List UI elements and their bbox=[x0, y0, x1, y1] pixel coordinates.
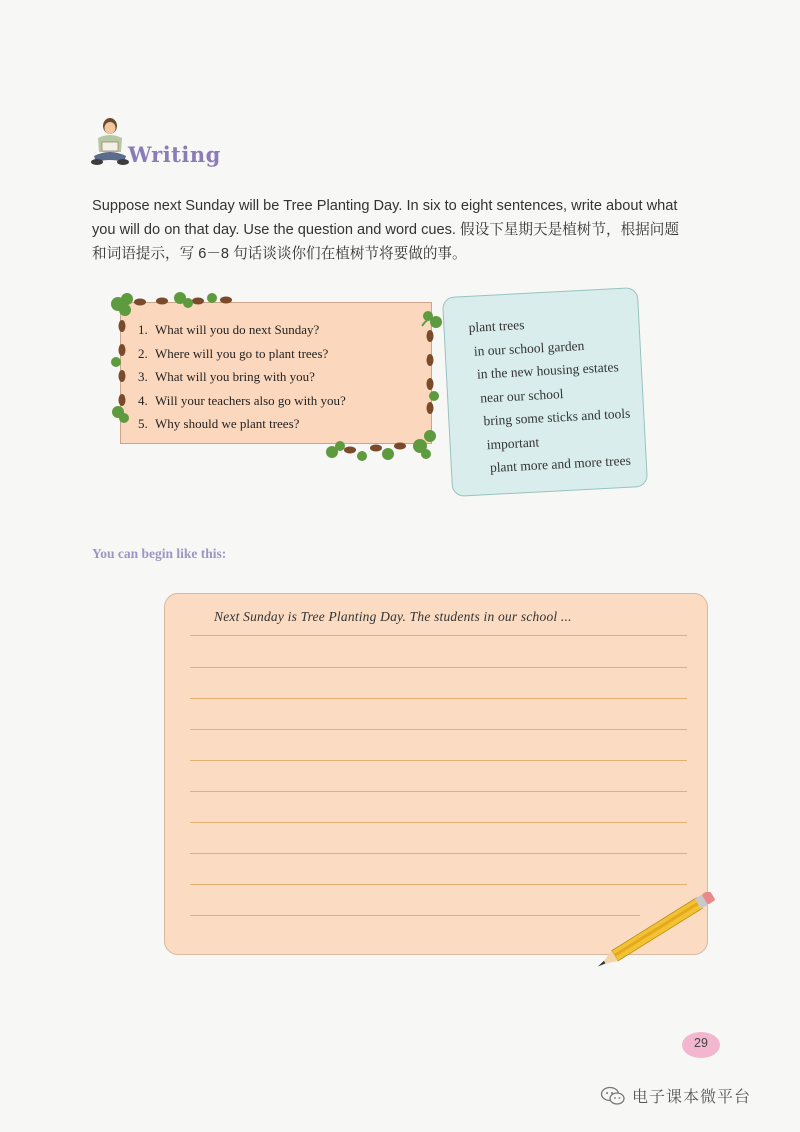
question-number: 4. bbox=[138, 392, 148, 408]
word-cue: plant more and more trees bbox=[489, 452, 632, 476]
word-cue: in our school garden bbox=[473, 337, 585, 359]
watermark-text: 电子课本微平台 bbox=[632, 1087, 752, 1106]
writing-starter: Next Sunday is Tree Planting Day. The students in our school ... bbox=[214, 609, 572, 624]
question-text: Will your teachers also go with you? bbox=[155, 392, 346, 408]
question-number: 3. bbox=[138, 369, 148, 384]
begin-hint: You can begin like this: bbox=[92, 546, 227, 561]
question-number: 2. bbox=[138, 345, 148, 361]
page-number: 29 bbox=[694, 1036, 708, 1050]
instructions-line: 和词语提示，写 6－8 句话谈谈你们在植树节将要做的事。 bbox=[92, 246, 467, 262]
questions-list bbox=[138, 318, 428, 436]
question-item bbox=[138, 342, 428, 366]
ruled-line bbox=[190, 635, 687, 636]
question-item bbox=[138, 318, 428, 342]
ruled-line bbox=[190, 760, 687, 761]
watermark bbox=[600, 1084, 751, 1107]
question-number: 5. bbox=[138, 416, 148, 431]
ruled-line bbox=[190, 729, 687, 730]
reading-boy-icon bbox=[88, 116, 132, 168]
ruled-line bbox=[190, 822, 687, 823]
ruled-line bbox=[190, 791, 687, 792]
instructions-line: you will do on that day. Use the question and word cues. 假设下星期天是植树节，根据问题 bbox=[92, 222, 679, 238]
ruled-line bbox=[190, 915, 640, 916]
word-cue: plant trees bbox=[468, 317, 525, 335]
question-item bbox=[138, 365, 428, 389]
wechat-icon bbox=[600, 1086, 626, 1106]
word-cue: bring some sticks and tools bbox=[483, 405, 631, 429]
word-cue: in the new housing estates bbox=[476, 359, 619, 382]
question-item bbox=[138, 412, 428, 436]
ruled-line bbox=[190, 667, 687, 668]
question-text: What will you do next Sunday? bbox=[155, 322, 320, 337]
question-number: 1. bbox=[138, 322, 148, 337]
question-text: Why should we plant trees? bbox=[155, 416, 300, 431]
ruled-line bbox=[190, 884, 687, 885]
instructions-line: Suppose next Sunday will be Tree Planting Day. In six to eight sentences, write about what bbox=[92, 198, 678, 214]
word-cues-list bbox=[468, 308, 633, 480]
pencil-icon bbox=[578, 892, 728, 972]
question-item bbox=[138, 389, 428, 413]
question-text: Where will you go to plant trees? bbox=[155, 345, 329, 361]
ruled-line bbox=[190, 698, 687, 699]
word-cue: important bbox=[486, 433, 540, 452]
instructions bbox=[92, 194, 732, 266]
question-text: What will you bring with you? bbox=[155, 369, 315, 384]
ruled-line bbox=[190, 853, 687, 854]
word-cue: near our school bbox=[479, 385, 564, 405]
section-title: Writing bbox=[128, 142, 221, 167]
